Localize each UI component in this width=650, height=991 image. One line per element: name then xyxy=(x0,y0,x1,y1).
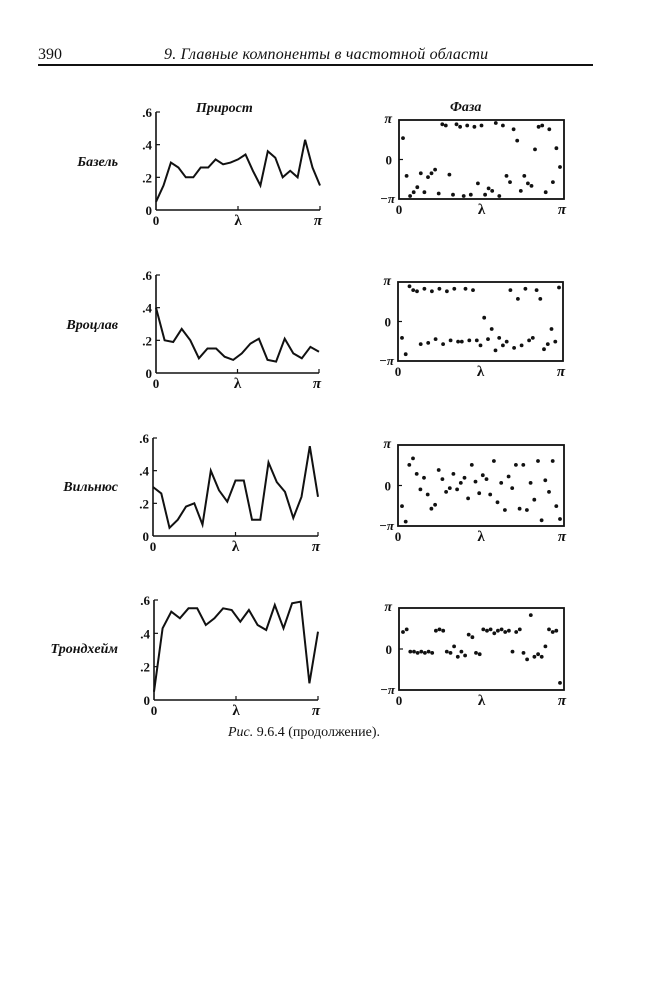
row-label: Базель xyxy=(77,155,118,170)
phase-x-tick-label: π xyxy=(556,364,566,380)
phase-point xyxy=(499,481,503,485)
gain-series-line xyxy=(154,602,318,692)
phase-point xyxy=(486,337,490,341)
phase-point xyxy=(546,342,550,346)
phase-point xyxy=(490,189,494,193)
phase-point xyxy=(426,175,430,179)
phase-point xyxy=(533,655,537,659)
phase-y-tick-label: π xyxy=(384,112,392,127)
phase-point xyxy=(444,124,448,128)
phase-point xyxy=(485,629,489,633)
phase-y-tick-label: 0 xyxy=(384,478,391,494)
phase-point xyxy=(480,124,484,128)
phase-point xyxy=(400,336,404,340)
phase-point xyxy=(455,488,459,492)
phase-point xyxy=(467,339,471,343)
phase-point xyxy=(554,504,558,508)
page-number: 390 xyxy=(38,46,62,63)
gain-y-tick-label: 0 xyxy=(145,366,152,381)
phase-x-tick-label: λ xyxy=(477,529,485,545)
phase-point xyxy=(452,645,456,649)
phase-point xyxy=(524,287,528,291)
phase-point xyxy=(426,493,430,497)
phase-point xyxy=(462,194,466,198)
phase-point xyxy=(423,190,427,194)
phase-point xyxy=(527,339,531,343)
phase-x-tick-label: π xyxy=(557,529,567,545)
phase-point xyxy=(455,122,459,126)
phase-point xyxy=(521,463,525,467)
phase-point xyxy=(537,125,541,129)
phase-point xyxy=(412,650,416,654)
phase-point xyxy=(411,288,415,292)
row-label: Вильнюс xyxy=(63,480,118,495)
phase-point xyxy=(525,508,529,512)
phase-point xyxy=(466,497,470,501)
phase-point xyxy=(411,457,415,461)
phase-point xyxy=(508,180,512,184)
phase-point xyxy=(515,139,519,143)
phase-point xyxy=(526,182,530,186)
phase-point xyxy=(407,463,411,467)
phase-point xyxy=(514,630,518,634)
phase-point xyxy=(543,478,547,482)
phase-frame xyxy=(399,608,564,690)
phase-point xyxy=(483,193,487,197)
phase-point xyxy=(496,629,500,633)
phase-point xyxy=(408,284,412,288)
phase-point xyxy=(540,124,544,128)
column-title-phase: Фаза xyxy=(450,100,482,115)
phase-point xyxy=(438,287,442,291)
gain-y-tick-label: .4 xyxy=(140,626,150,642)
phase-point xyxy=(422,476,426,480)
phase-point xyxy=(544,645,548,649)
gain-x-tick-label: λ xyxy=(232,703,240,719)
phase-y-tick-label: −π xyxy=(380,682,395,697)
phase-y-tick-label: −π xyxy=(379,353,394,368)
phase-point xyxy=(471,635,475,639)
phase-point xyxy=(404,520,408,524)
gain-y-tick-label: 0 xyxy=(142,529,149,544)
phase-point xyxy=(412,190,416,194)
phase-point xyxy=(437,192,441,196)
row-label: Трондхейм xyxy=(50,642,118,657)
phase-point xyxy=(503,630,507,634)
phase-point xyxy=(405,628,409,632)
phase-point xyxy=(430,507,434,511)
phase-point xyxy=(540,518,544,522)
gain-x-tick-label: π xyxy=(312,376,322,392)
phase-point xyxy=(426,341,430,345)
phase-y-tick-label: 0 xyxy=(385,152,392,168)
phase-point xyxy=(501,124,505,128)
phase-point xyxy=(518,507,522,511)
phase-point xyxy=(538,297,542,301)
phase-y-tick-label: 0 xyxy=(385,642,392,657)
phase-point xyxy=(433,168,437,172)
phase-y-tick-label: 0 xyxy=(384,314,391,330)
phase-point xyxy=(419,488,423,492)
phase-point xyxy=(408,650,412,654)
gain-x-tick-label: 0 xyxy=(150,703,158,718)
phase-point xyxy=(415,289,419,293)
figure-caption xyxy=(228,725,380,741)
gain-series-line xyxy=(156,140,320,202)
phase-point xyxy=(536,652,540,656)
gain-x-tick-label: λ xyxy=(234,213,242,229)
phase-point xyxy=(551,630,555,634)
phase-point xyxy=(547,127,551,131)
phase-point xyxy=(470,463,474,467)
phase-point xyxy=(427,650,431,654)
phase-point xyxy=(482,316,486,320)
phase-point xyxy=(490,327,494,331)
phase-point xyxy=(529,613,533,617)
gain-y-tick-label: .6 xyxy=(142,268,152,283)
phase-y-tick-label: −π xyxy=(379,518,394,533)
row-label: Вроцлав xyxy=(66,318,118,333)
phase-point xyxy=(494,121,498,125)
gain-y-tick-label: .4 xyxy=(139,463,149,479)
phase-point xyxy=(476,182,480,186)
phase-frame xyxy=(398,282,563,361)
gain-y-tick-label: .2 xyxy=(142,170,152,186)
phase-point xyxy=(492,631,496,635)
caption-text: 9.6.4 (продолжение). xyxy=(253,725,381,740)
phase-point xyxy=(419,171,423,175)
phase-point xyxy=(487,187,491,191)
phase-point xyxy=(419,650,423,654)
gain-y-tick-label: .2 xyxy=(139,496,149,512)
gain-x-tick-label: 0 xyxy=(149,539,157,554)
phase-point xyxy=(485,477,489,481)
phase-point xyxy=(514,463,518,467)
phase-point xyxy=(460,340,464,344)
phase-point xyxy=(460,650,464,654)
phase-point xyxy=(551,459,555,463)
phase-x-tick-label: π xyxy=(557,693,567,709)
phase-x-tick-label: 0 xyxy=(395,202,403,217)
gain-y-tick-label: .6 xyxy=(140,593,150,608)
phase-point xyxy=(474,651,478,655)
phase-point xyxy=(452,472,456,476)
phase-point xyxy=(505,174,509,178)
running-head: 9. Главные компоненты в частотной области xyxy=(164,46,489,63)
phase-point xyxy=(496,500,500,504)
gain-x-tick-label: λ xyxy=(233,376,242,392)
phase-point xyxy=(509,288,513,292)
phase-point xyxy=(444,490,448,494)
phase-point xyxy=(452,287,456,291)
phase-point xyxy=(451,193,455,197)
phase-point xyxy=(557,286,561,290)
phase-y-tick-label: −π xyxy=(380,191,395,206)
phase-point xyxy=(518,628,522,632)
phase-point xyxy=(456,340,460,344)
phase-point xyxy=(522,651,526,655)
phase-point xyxy=(507,475,511,479)
phase-x-tick-label: λ xyxy=(477,693,486,709)
gain-y-tick-label: .4 xyxy=(142,300,152,316)
phase-point xyxy=(554,629,558,633)
gain-y-tick-label: .4 xyxy=(142,137,152,153)
phase-point xyxy=(469,193,473,197)
phase-point xyxy=(405,174,409,178)
phase-y-tick-label: π xyxy=(383,274,391,289)
phase-x-tick-label: 0 xyxy=(394,364,402,379)
gain-series-line xyxy=(153,446,318,528)
phase-point xyxy=(529,481,533,485)
phase-x-tick-label: λ xyxy=(477,202,486,218)
phase-point xyxy=(408,194,412,198)
column-title-gain: Прирост xyxy=(196,101,253,116)
phase-point xyxy=(544,190,548,194)
gain-x-tick-label: π xyxy=(311,703,321,719)
phase-point xyxy=(503,508,507,512)
phase-point xyxy=(401,630,405,634)
phase-point xyxy=(416,651,420,655)
phase-point xyxy=(448,486,452,490)
phase-point xyxy=(441,477,445,481)
phase-point xyxy=(463,476,467,480)
phase-point xyxy=(547,490,551,494)
gain-x-tick-label: π xyxy=(313,213,323,229)
phase-point xyxy=(478,652,482,656)
phase-point xyxy=(511,650,515,654)
phase-point xyxy=(551,180,555,184)
gain-y-tick-label: 0 xyxy=(143,693,150,708)
phase-point xyxy=(507,629,511,633)
phase-point xyxy=(430,171,434,175)
phase-point xyxy=(531,336,535,340)
phase-point xyxy=(474,480,478,484)
phase-point xyxy=(465,124,469,128)
phase-point xyxy=(501,344,505,348)
phase-point xyxy=(467,633,471,637)
phase-frame xyxy=(398,445,564,526)
phase-x-tick-label: π xyxy=(557,202,567,218)
phase-point xyxy=(510,486,514,490)
phase-point xyxy=(533,148,537,152)
phase-point xyxy=(558,517,562,521)
phase-point xyxy=(423,287,427,291)
phase-point xyxy=(492,459,496,463)
phase-point xyxy=(434,337,438,341)
phase-point xyxy=(558,681,562,685)
phase-point xyxy=(479,344,483,348)
phase-point xyxy=(464,287,468,291)
phase-point xyxy=(463,654,467,658)
caption-prefix: Рис. xyxy=(228,725,254,740)
phase-point xyxy=(471,288,475,292)
phase-point xyxy=(440,122,444,126)
phase-point xyxy=(458,125,462,129)
phase-point xyxy=(488,493,492,497)
phase-point xyxy=(535,288,539,292)
phase-point xyxy=(448,173,452,177)
phase-point xyxy=(494,349,498,353)
phase-point xyxy=(437,468,441,472)
phase-point xyxy=(477,491,481,495)
gain-y-tick-label: .2 xyxy=(142,333,152,349)
gain-x-tick-label: π xyxy=(311,539,321,555)
phase-point xyxy=(473,125,477,129)
phase-point xyxy=(449,651,453,655)
phase-y-tick-label: π xyxy=(383,437,391,452)
phase-point xyxy=(475,339,479,343)
phase-point xyxy=(558,165,562,169)
phase-point xyxy=(430,651,434,655)
phase-frame xyxy=(399,120,564,199)
phase-point xyxy=(489,628,493,632)
phase-point xyxy=(516,297,520,301)
gain-x-tick-label: 0 xyxy=(152,213,160,228)
phase-point xyxy=(400,504,404,508)
phase-point xyxy=(512,127,516,131)
phase-point xyxy=(481,628,485,632)
phase-point xyxy=(441,629,445,633)
phase-point xyxy=(441,342,445,346)
phase-point xyxy=(520,344,524,348)
phase-point xyxy=(553,340,557,344)
phase-point xyxy=(497,194,501,198)
gain-y-tick-label: .2 xyxy=(140,659,150,675)
phase-point xyxy=(500,628,504,632)
phase-x-tick-label: λ xyxy=(476,364,485,380)
phase-point xyxy=(550,327,554,331)
gain-x-tick-label: 0 xyxy=(152,376,160,391)
phase-point xyxy=(433,503,437,507)
phase-point xyxy=(445,650,449,654)
phase-y-tick-label: π xyxy=(384,600,392,615)
gain-x-tick-label: λ xyxy=(231,539,240,555)
gain-y-tick-label: .6 xyxy=(142,105,152,120)
phase-x-tick-label: 0 xyxy=(395,693,403,708)
phase-point xyxy=(449,339,453,343)
phase-point xyxy=(530,184,534,188)
gain-y-tick-label: .6 xyxy=(139,431,149,446)
phase-point xyxy=(542,347,546,351)
phase-point xyxy=(456,655,460,659)
phase-point xyxy=(497,336,501,340)
phase-point xyxy=(540,655,544,659)
phase-point xyxy=(459,481,463,485)
phase-point xyxy=(438,628,442,632)
phase-point xyxy=(430,289,434,293)
phase-point xyxy=(522,174,526,178)
phase-point xyxy=(419,342,423,346)
phase-point xyxy=(415,472,419,476)
phase-point xyxy=(423,651,427,655)
phase-point xyxy=(547,628,551,632)
phase-point xyxy=(415,185,419,189)
phase-point xyxy=(519,189,523,193)
phase-point xyxy=(404,352,408,356)
gain-y-tick-label: 0 xyxy=(145,203,152,218)
phase-point xyxy=(401,136,405,140)
phase-point xyxy=(555,146,559,150)
phase-point xyxy=(512,346,516,350)
phase-point xyxy=(536,459,540,463)
gain-series-line xyxy=(156,308,319,362)
phase-point xyxy=(525,658,529,662)
phase-point xyxy=(481,473,485,477)
phase-point xyxy=(445,289,449,293)
phase-point xyxy=(434,629,438,633)
phase-point xyxy=(505,340,509,344)
phase-x-tick-label: 0 xyxy=(394,529,402,544)
phase-point xyxy=(532,498,536,502)
